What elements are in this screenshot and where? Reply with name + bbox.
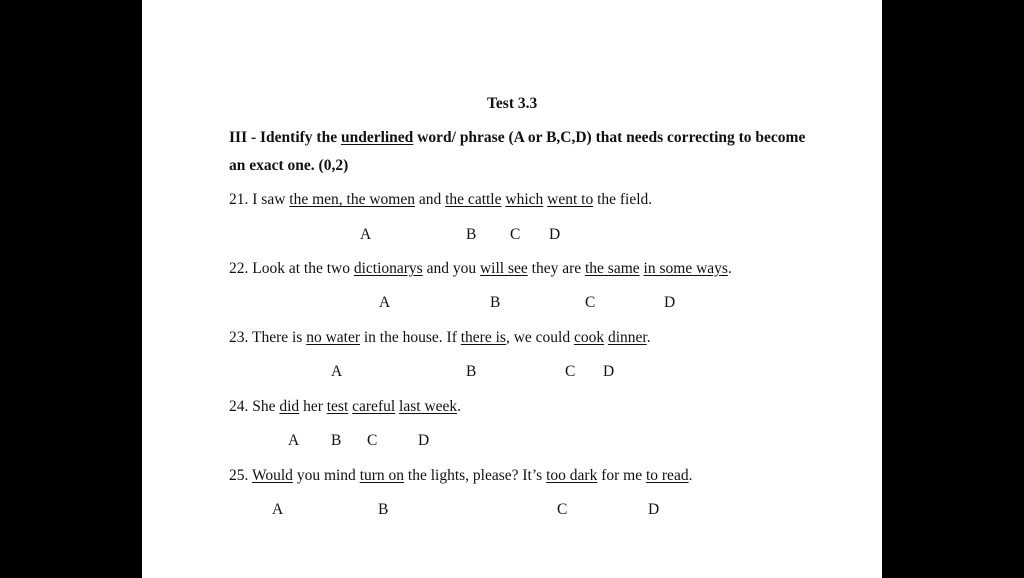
sentence-text: She [248, 398, 280, 415]
sentence-text: the field. [593, 191, 653, 208]
option-label-d: D [418, 432, 430, 449]
option-label-c: C [510, 226, 521, 243]
question-number: 24. [229, 398, 249, 415]
underlined-phrase: dictionarys [353, 260, 423, 277]
option-label-d: D [648, 501, 660, 518]
question-23-sentence [229, 329, 651, 347]
sentence-text: for me [597, 467, 646, 484]
underlined-phrase: too dark [546, 467, 598, 484]
option-label-a: A [288, 432, 300, 449]
underlined-phrase: turn on [359, 467, 405, 484]
option-label-a: A [331, 363, 343, 380]
sentence-text: and [414, 191, 446, 208]
underlined-phrase: which [505, 191, 544, 208]
option-label-b: B [466, 363, 477, 380]
option-label-b: B [490, 294, 501, 311]
sentence-text: they are [527, 260, 585, 277]
question-25-sentence [229, 467, 692, 485]
option-label-b: B [466, 226, 477, 243]
underlined-phrase: went to [547, 191, 594, 208]
sentence-text: her [299, 398, 327, 415]
instruction-line-1 [229, 129, 805, 147]
underlined-phrase: the men, the women [289, 191, 415, 208]
underlined-phrase: no water [306, 329, 360, 346]
underlined-phrase: the same [585, 260, 640, 277]
sentence-text: the lights, please? It’s [404, 467, 547, 484]
option-label-d: D [603, 363, 615, 380]
underlined-phrase: in some ways [643, 260, 728, 277]
question-number: 23. [229, 329, 249, 346]
underlined-phrase: the cattle [445, 191, 502, 208]
option-label-c: C [585, 294, 596, 311]
sentence-text: . [727, 260, 732, 277]
option-label-d: D [549, 226, 561, 243]
instruction-line-2: an exact one. (0,2) [229, 157, 349, 174]
instruction-suffix: word/ phrase (A or B,C,D) that needs correcting to become [413, 129, 806, 146]
option-label-c: C [367, 432, 378, 449]
sentence-text: in the house. If [360, 329, 461, 346]
question-21-sentence [229, 191, 652, 209]
sentence-text: you mind [292, 467, 360, 484]
option-label-c: C [557, 501, 568, 518]
sentence-text: I saw [248, 191, 290, 208]
sentence-text: and you [422, 260, 480, 277]
underlined-phrase: test [326, 398, 349, 415]
underlined-phrase: dinner [607, 329, 647, 346]
option-label-d: D [664, 294, 676, 311]
document-page [142, 0, 882, 578]
instruction-underlined-word: underlined [340, 129, 414, 146]
question-22-sentence [229, 260, 732, 278]
underlined-phrase: will see [479, 260, 528, 277]
question-24-sentence [229, 398, 461, 416]
sentence-text: , we could [505, 329, 574, 346]
underlined-phrase: careful [352, 398, 396, 415]
sentence-text: . [457, 398, 462, 415]
option-label-a: A [360, 226, 372, 243]
underlined-phrase: cook [573, 329, 605, 346]
underlined-phrase: did [279, 398, 300, 415]
sentence-text: There is [248, 329, 307, 346]
question-number: 21. [229, 191, 249, 208]
question-number: 22. [229, 260, 249, 277]
option-label-b: B [331, 432, 342, 449]
test-title: Test 3.3 [487, 95, 538, 112]
question-number: 25. [229, 467, 249, 484]
underlined-phrase: last week [399, 398, 458, 415]
underlined-phrase: to read [645, 467, 689, 484]
option-label-a: A [272, 501, 284, 518]
option-label-b: B [378, 501, 389, 518]
sentence-text: Look at the two [248, 260, 354, 277]
option-label-a: A [379, 294, 391, 311]
underlined-phrase: Would [251, 467, 293, 484]
option-label-c: C [565, 363, 576, 380]
instruction-prefix: III - Identify the [229, 129, 341, 146]
sentence-text: . [688, 467, 693, 484]
underlined-phrase: there is [460, 329, 506, 346]
sentence-text: . [646, 329, 651, 346]
